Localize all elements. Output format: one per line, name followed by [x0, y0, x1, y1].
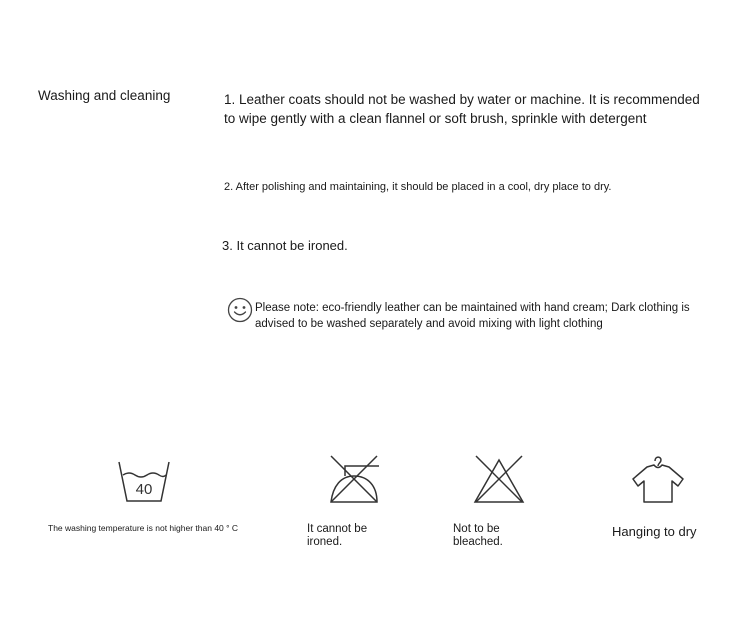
no-iron-icon	[327, 452, 381, 506]
wash-tub-icon	[117, 460, 171, 514]
instruction-1: 1. Leather coats should not be washed by water or machine. It is recommended to wipe gently with a clean flannel or soft brush, sprinkle with detergent	[224, 92, 700, 126]
instruction-2: 2. After polishing and maintaining, it should be placed in a cool, dry place to dry.	[224, 181, 612, 193]
wash-temperature: 40	[135, 481, 153, 498]
hanger-shirt-icon	[630, 452, 684, 506]
no-bleach-label: Not to be bleached.	[453, 523, 503, 548]
instruction-3: 3. It cannot be ironed.	[222, 238, 348, 253]
no-bleach-icon	[472, 452, 526, 506]
care-note: Please note: eco-friendly leather can be maintained with hand cream; Dark clothing is advised to be washed separately and avoid mixing with light clothing	[255, 302, 690, 330]
hang-dry-label: Hanging to dry	[612, 524, 697, 539]
wash-temperature-label: The washing temperature is not higher than 40 ° C	[48, 523, 239, 533]
section-title: Washing and cleaning	[38, 88, 171, 103]
no-iron-label: It cannot be ironed.	[307, 523, 368, 548]
smiley-icon	[227, 297, 253, 323]
